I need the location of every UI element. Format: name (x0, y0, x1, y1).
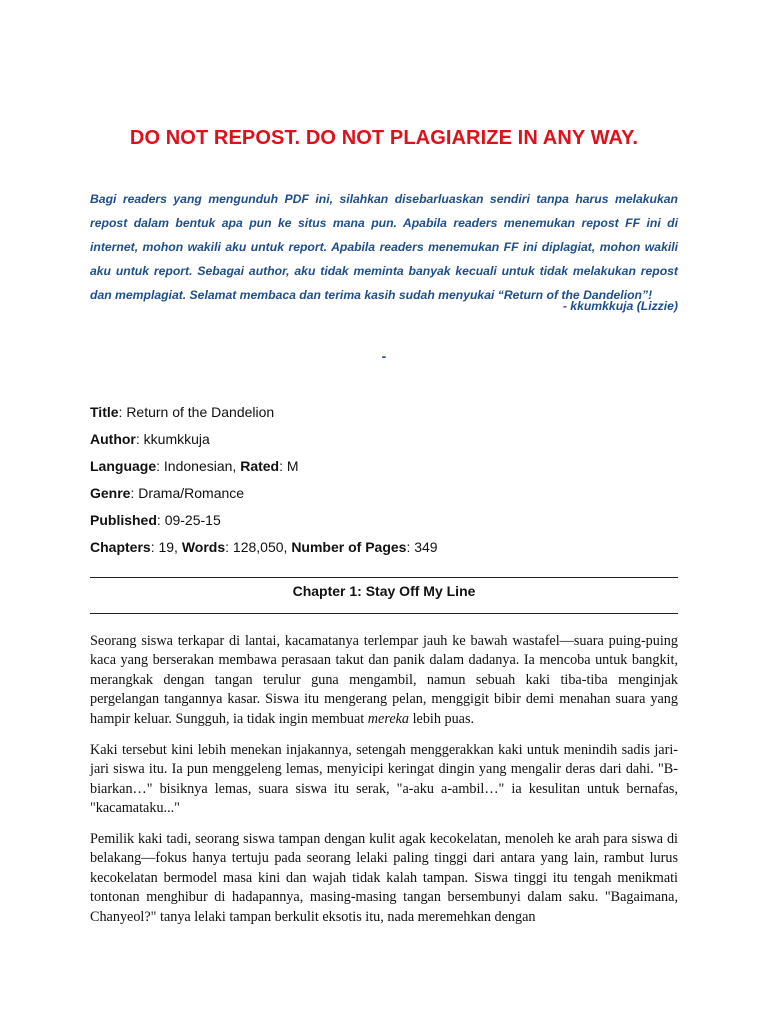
meta-genre-value: Drama/Romance (138, 485, 245, 501)
author-signature: - kkumkkuja (Lizzie) (562, 299, 678, 313)
chapter-paragraph-3: Pemilik kaki tadi, seorang siswa tampan dengan kulit agak kecokelatan, menoleh ke arah para siswa di belakang—fokus hanya tertuju pada seorang lelaki paling tinggi dari antara yang lain, rambut lurus kecokelatan bermodel masa kini dan wajah tidak kalah tampan. Siswa tinggi itu tengah menikmati tontonan menghibur di hadapannya, masing-masing tangan bersembunyi dalam saku. "Bagaimana, Chanyeol?" tanya lelaki tampan berkulit eksotis itu, nada meremehkan dengan (90, 831, 678, 925)
paragraph-1-text: Seorang siswa terkapar di lantai, kacamatanya terlempar jauh ke bawah wastafel—suara puing-puing kaca yang berserakan membawa perasaan takut dan panik dalam dadanya. Ia mencoba untuk bangkit, merangkak dengan tangan terulur guna mengambil, namun sebuah kaki tiba-tiba menginjak pergelangan tangannya kasar. Siswa itu mengerang pelan, menggigit bibir demi menahan suara yang hampir keluar. Sungguh, ia tidak ingin membuat (90, 633, 678, 727)
meta-language-value: Indonesian (163, 458, 233, 474)
chapter-paragraph-1 (90, 632, 678, 729)
meta-pages-label: Number of Pages (291, 539, 407, 555)
meta-title: Title: Return of the Dandelion (90, 404, 275, 420)
meta-title-label: Title (90, 404, 119, 420)
meta-published: Published: 09-25-15 (90, 512, 221, 528)
meta-words-value: 128,050 (232, 539, 284, 555)
meta-pages-value: 349 (414, 539, 438, 555)
meta-author-label: Author (90, 431, 136, 447)
meta-language: Language: Indonesian, Rated: M (90, 458, 299, 474)
meta-author: Author: kkumkkuja (90, 431, 210, 447)
chapter-heading: Chapter 1: Stay Off My Line (292, 583, 476, 599)
meta-published-label: Published (90, 512, 157, 528)
paragraph-1-emphasis: mereka (367, 710, 410, 727)
paragraph-1-end: lebih puas. (409, 710, 475, 727)
copyright-warning: DO NOT REPOST. DO NOT PLAGIARIZE IN ANY WAY. (129, 127, 639, 149)
meta-words-label: Words (181, 539, 226, 555)
chapter-paragraph-2: Kaki tersebut kini lebih menekan injakannya, setengah menggerakkan kaki untuk menindih sadis jari-jari siswa itu. Ia pun menggeleng lemas, menyicipi keringat dingin yang mengalir deras dari dahi. "B-biarkan…" bisiknya lemas, suara siswa itu serak, "a-aku a-ambil…" ia kesulitan untuk bernafas, "kacamataku..." (90, 742, 678, 817)
author-notice: Bagi readers yang mengunduh PDF ini, silahkan disebarluaskan sendiri tanpa harus melakukan repost dalam bentuk apa pun ke situs mana pun. Apabila readers menemukan repost FF ini di internet, mohon wakili aku untuk report. Apabila readers menemukan FF ini diplagiat, mohon wakili aku untuk report. Sebagai author, aku tidak meminta banyak kecuali untuk tidak melakukan repost dan memplagiat. Selamat membaca dan terima kasih sudah menyukai “Return of the Dandelion”! (90, 192, 678, 302)
meta-language-label: Language (90, 458, 157, 474)
meta-chapters-label: Chapters (90, 539, 151, 555)
meta-rated-label: Rated (240, 458, 280, 474)
meta-author-value: kkumkkuja (143, 431, 210, 447)
meta-genre-label: Genre (90, 485, 131, 501)
meta-stats: Chapters: 19, Words: 128,050, Number of Pages: 349 (90, 539, 438, 555)
meta-published-value: 09-25-15 (164, 512, 221, 528)
meta-chapters-value: 19 (158, 539, 175, 555)
meta-rated-value: M (286, 458, 299, 474)
chapter-rule-top (90, 577, 678, 578)
section-separator: - (381, 348, 387, 364)
meta-title-value: Return of the Dandelion (126, 404, 275, 420)
meta-genre: Genre: Drama/Romance (90, 485, 245, 501)
chapter-rule-bottom (90, 613, 678, 614)
